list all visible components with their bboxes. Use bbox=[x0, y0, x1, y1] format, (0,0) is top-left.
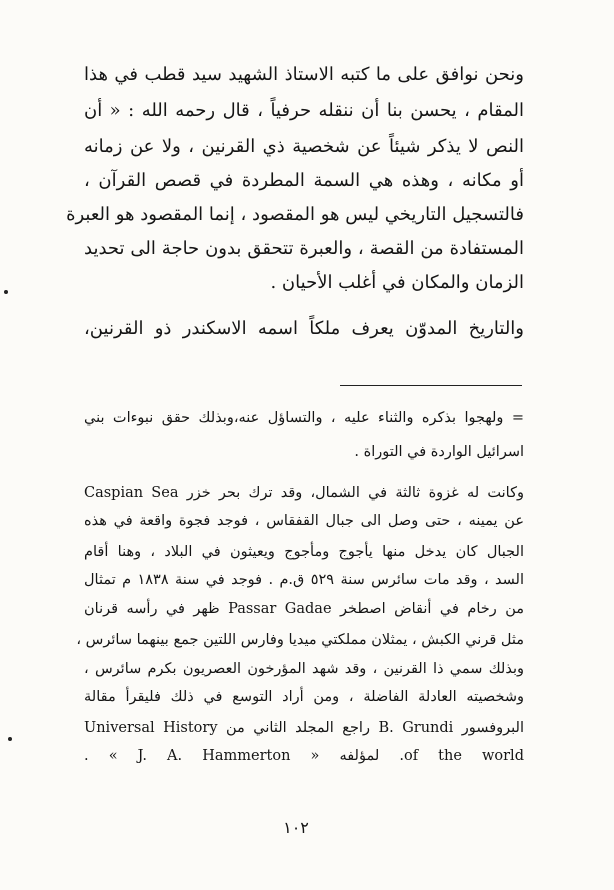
footnote-line-4: عن يمينه ، حتى وصل الى جبال القفقاس ، فوجد فجوة واقعة في هذه bbox=[84, 513, 524, 529]
footnote-line-3: وكانت له غزوة ثالثة في الشمال، وقد ترك بحر خزر Caspian Sea bbox=[84, 485, 524, 501]
margin-dot bbox=[4, 290, 8, 294]
page-number: ١٠٢ bbox=[283, 818, 309, 837]
body-line-6: المستفادة من القصة ، والعبرة تتحقق بدون حاجة الى تحديد bbox=[84, 238, 524, 259]
footnote-line-12: of the world. لمؤلفه « J. A. Hammerton » . bbox=[84, 748, 524, 764]
margin-dot bbox=[8, 737, 12, 741]
body-line-3: النص لا يذكر شيئاً عن شخصية ذي القرنين ، ولا عن زمانه bbox=[84, 136, 524, 157]
body-line-8: والتاريخ المدوّن يعرف ملكاً اسمه الاسكندر ذو القرنين، bbox=[84, 318, 524, 339]
footnote-divider bbox=[340, 385, 522, 386]
footnote-line-6: السد ، وقد مات سائرس سنة ٥٢٩ ق.م . فوجد في سنة ١٨٣٨ م تمثال bbox=[84, 572, 524, 588]
footnote-line-8: مثل قرني الكبش ، يمثلان مملكتي ميديا وفارس اللتين جمع بينهما سائرس ، bbox=[76, 632, 524, 648]
footnote-line-1: = ولهجوا بذكره والثناء عليه ، والتساؤل عنه،وبذلك حقق نبوءات بني bbox=[84, 410, 524, 426]
footnote-line-7: من رخام في أنقاض اصطخر Passar Gadae ظهر في رأسه قرنان bbox=[84, 601, 524, 617]
footnote-line-2: اسرائيل الواردة في التوراة . bbox=[354, 444, 524, 460]
body-line-4: أو مكانه ، وهذه هي السمة المطردة في قصص القرآن ، bbox=[84, 170, 524, 191]
footnote-line-9: وبذلك سمي ذا القرنين ، وقد شهد المؤرخون العصريون بكرم سائرس ، bbox=[84, 661, 524, 677]
body-line-7: الزمان والمكان في أغلب الأحيان . bbox=[270, 272, 524, 293]
body-line-5: فالتسجيل التاريخي ليس هو المقصود ، إنما المقصود هو العبرة bbox=[66, 204, 524, 225]
body-line-1: ونحن نوافق على ما كتبه الاستاذ الشهيد سيد قطب في هذا bbox=[84, 64, 524, 85]
footnote-line-10: وشخصيته العادلة الفاضلة ، ومن أراد التوسع في ذلك فليقرأ مقالة bbox=[84, 689, 524, 705]
footnote-line-5: الجبال كان يدخل منها يأجوج ومأجوج ويعيثون في البلاد ، وهنا أقام bbox=[84, 544, 524, 560]
footnote-line-11: البروفسور B. Grundi راجع المجلد الثاني من Universal History bbox=[84, 720, 524, 736]
body-line-2: المقام ، يحسن بنا أن ننقله حرفياً ، قال رحمه الله : « أن bbox=[84, 100, 524, 121]
